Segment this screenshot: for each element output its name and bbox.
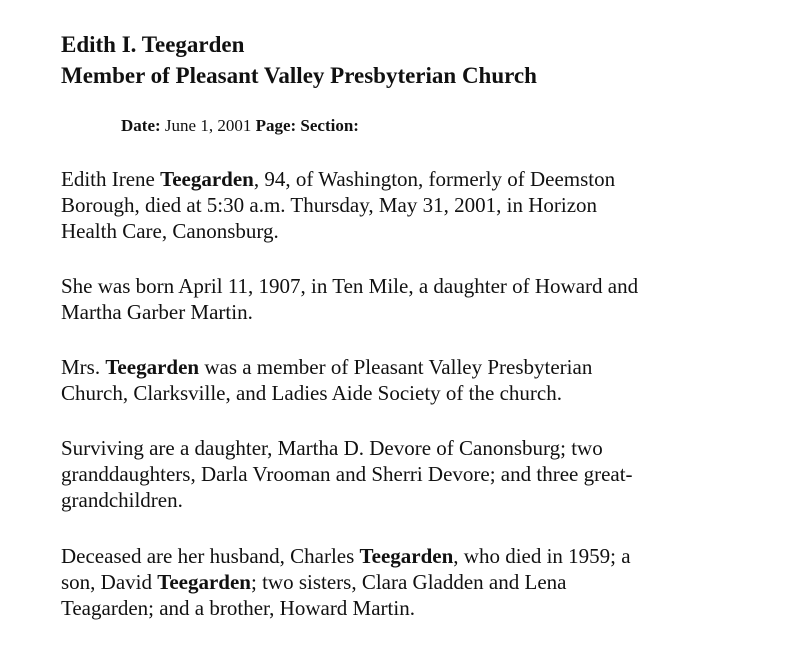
paragraph-line: Church, Clarksville, and Ladies Aide Society of the church. bbox=[61, 381, 562, 405]
date-value: June 1, 2001 bbox=[164, 116, 252, 135]
surname-emphasis: Teegarden bbox=[160, 167, 254, 191]
paragraph-line bbox=[61, 569, 761, 595]
text-span: ; two sisters, Clara Gladden and Lena bbox=[250, 570, 567, 594]
obituary-paragraph-survivors bbox=[61, 435, 761, 513]
date-label: Date: bbox=[121, 116, 161, 135]
text-span: Mrs. bbox=[61, 355, 106, 379]
obituary-paragraph-birth bbox=[61, 273, 761, 325]
church-membership-subtitle: Member of Pleasant Valley Presbyterian Church bbox=[61, 63, 537, 88]
paragraph-line: grandchildren. bbox=[61, 488, 183, 512]
text-span: , who died in 1959; a bbox=[453, 544, 631, 568]
obituary-paragraph-deceased-relatives bbox=[61, 543, 761, 621]
text-span: , 94, of Washington, formerly of Deemston bbox=[253, 167, 616, 191]
page-label: Page: bbox=[255, 116, 297, 135]
paragraph-line: Teagarden; and a brother, Howard Martin. bbox=[61, 596, 415, 620]
paragraph-line: Martha Garber Martin. bbox=[61, 300, 253, 324]
paragraph-line: Borough, died at 5:30 a.m. Thursday, May 31, 2001, in Horizon bbox=[61, 193, 598, 217]
paragraph-line: Health Care, Canonsburg. bbox=[61, 219, 279, 243]
section-label: Section: bbox=[300, 116, 359, 135]
paragraph-line: granddaughters, Darla Vrooman and Sherri Devore; and three great- bbox=[61, 462, 633, 486]
surname-emphasis: Teegarden bbox=[105, 355, 200, 379]
text-span: son, David bbox=[61, 570, 158, 594]
document-header bbox=[61, 29, 537, 91]
paragraph-line: She was born April 11, 1907, in Ten Mile, a daughter of Howard and bbox=[61, 274, 639, 298]
paragraph-line: Surviving are a daughter, Martha D. Devore of Canonsburg; two bbox=[61, 436, 603, 460]
surname-emphasis: Teegarden bbox=[359, 544, 454, 568]
paragraph-line bbox=[61, 354, 761, 380]
text-span: Edith Irene bbox=[61, 167, 161, 191]
paragraph-line bbox=[61, 166, 761, 192]
text-span: was a member of Pleasant Valley Presbyterian bbox=[199, 355, 593, 379]
paragraph-line bbox=[61, 543, 761, 569]
text-span: Deceased are her husband, Charles bbox=[61, 544, 360, 568]
surname-emphasis: Teegarden bbox=[157, 570, 251, 594]
publication-meta bbox=[121, 115, 359, 137]
obituary-paragraph-membership bbox=[61, 354, 761, 406]
person-name-title: Edith I. Teegarden bbox=[61, 32, 245, 57]
obituary-paragraph-death bbox=[61, 166, 761, 244]
